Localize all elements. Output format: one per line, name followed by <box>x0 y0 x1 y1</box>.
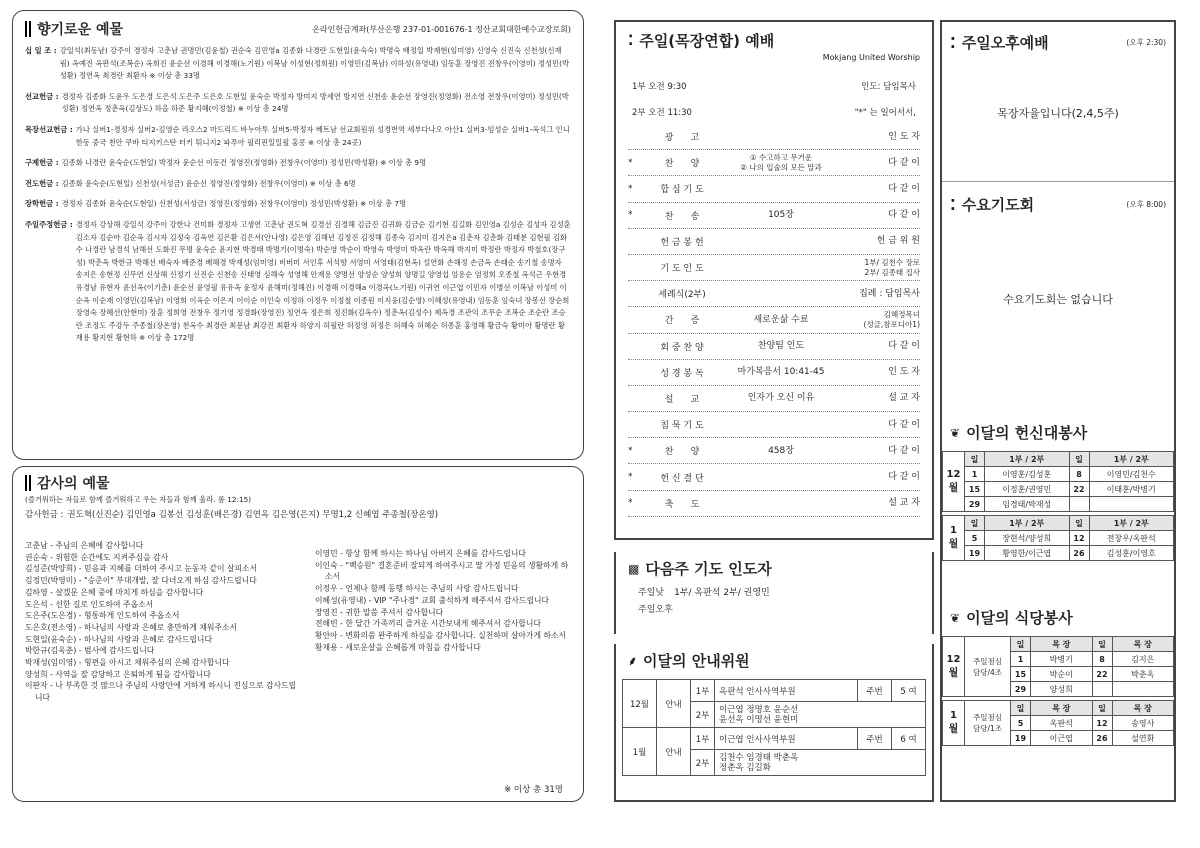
offering-row <box>25 45 571 83</box>
order-label: 세례식(2부) <box>658 290 706 301</box>
cafeteria-cell: 박춘옥 <box>1112 667 1174 682</box>
offering-names: 김종화 윤숙순(도현일) 신천성(서성금) 윤순선 정영진(정영화) 전창우(이영미) ※ 이상 총 6명 <box>61 178 356 188</box>
order-leader: 인 도 자 <box>888 131 920 142</box>
cafeteria-month-num: 1 <box>950 710 957 721</box>
usher-month: 12월 <box>623 680 657 728</box>
offering-label: 주일주정헌금 : <box>25 219 73 229</box>
cafeteria-header-row <box>943 701 1174 716</box>
offering-title: 향기로운 예물 <box>37 22 124 38</box>
cafeteria-cell: 박병기 <box>1031 652 1093 667</box>
order-item <box>628 307 920 333</box>
usher-names: 이근엽 정명호 윤순선 윤선옥 이명선 윤현미 <box>715 702 926 728</box>
wednesday-section <box>942 182 1174 422</box>
usher-names: 이근엽 인사사역부원 <box>715 728 858 750</box>
usher-part: 1부 <box>691 728 715 750</box>
order-item <box>628 203 920 229</box>
order-leader: 다 같 이 <box>888 419 920 430</box>
stand-star: * <box>628 472 633 483</box>
thanks-entry: 도현일(윤숙순) - 하나님의 사랑과 은혜로 감사드립니다 <box>25 634 212 644</box>
order-of-service <box>628 124 920 517</box>
order-leader: 인 도 자 <box>888 367 920 378</box>
cafeteria-section <box>942 607 1174 746</box>
thanks-right-list <box>315 540 569 704</box>
account-info: 온라인헌금계좌(부산은행 237-01-001676-1 정산교회대한예수교장로회) <box>312 24 571 34</box>
usher-part: 1부 <box>691 680 715 702</box>
dedication-header: 1부 / 2부 <box>1089 452 1174 467</box>
dedication-header: 1부 / 2부 <box>1089 516 1174 531</box>
dedication-cell <box>1069 497 1089 512</box>
order-leader: 집례 : 담임목사 <box>859 288 920 299</box>
dedication-header: 일 <box>1069 516 1089 531</box>
cafeteria-cell: 이근엽 <box>1031 731 1093 746</box>
dedication-row <box>943 531 1174 546</box>
order-label: 기 도 인 도 <box>660 264 704 275</box>
dedication-cell: 이영민/김천수 <box>1089 467 1174 482</box>
offering-names: 경정자 김종화 도윤우 도은경 도은석 도은주 도은호 도현일 윤숙순 박정자 방미지 방세연 방지연 신천송 윤순선 장영진(정영화) 전소영 전창우(이영미) 정성민(박성환) 정연옥 정춘옥(김상도) 하을 하준 황지혜(이정철) ※ 이상 총 24명 <box>61 91 569 114</box>
dedication-cell: 이영훈/김성훈 <box>985 467 1070 482</box>
cafeteria-header: 목 장 <box>1112 701 1174 716</box>
dedication-table <box>942 515 1174 561</box>
thanks-entry: 도은호(전소영) - 하나님의 사랑과 은혜로 충만하게 채워주소서 <box>25 622 238 632</box>
stand-note: "*" 는 일어서서, <box>854 108 916 118</box>
dedication-header: 1부 / 2부 <box>985 452 1070 467</box>
usher-role: 안내 <box>657 728 691 776</box>
cafeteria-cell: 15 <box>1011 667 1031 682</box>
service2-time: 2부 오전 11:30 <box>632 108 692 118</box>
usher-names: 옥판석 인사사역부원 <box>715 680 858 702</box>
stand-star: * <box>628 445 633 456</box>
order-label: 찬 송 <box>664 211 700 222</box>
cafeteria-month <box>943 637 965 697</box>
cafeteria-cell: 김지은 <box>1112 652 1174 667</box>
order-detail: 새로운삶 수료 <box>753 314 809 325</box>
dedication-table <box>942 451 1174 512</box>
usher-count: 6 여 <box>892 728 926 750</box>
dedication-cell: 22 <box>1069 482 1089 497</box>
cafeteria-cell: 송영사 <box>1112 716 1174 731</box>
offering-list <box>25 45 571 345</box>
dedication-cell: 8 <box>1069 467 1089 482</box>
order-item <box>628 360 920 386</box>
cafeteria-cell <box>1092 682 1112 697</box>
cafeteria-cell: 옥판석 <box>1031 716 1093 731</box>
dedication-cell: 전창우/옥판석 <box>1089 531 1174 546</box>
thanks-summary-label: 감사헌금 : <box>25 510 64 520</box>
dedication-header: 일 <box>965 516 985 531</box>
dedication-row <box>943 546 1174 561</box>
cafeteria-cell: 설연화 <box>1112 731 1174 746</box>
thanks-panel <box>12 466 584 802</box>
offering-label: 선교헌금 : <box>25 91 59 101</box>
thanks-entry: 장영진 - 귀한 말씀 주셔서 감사합니다 <box>315 607 444 617</box>
offering-row <box>25 157 571 170</box>
leaf-icon: ❦ <box>950 610 961 625</box>
thanks-entry: 양성희 - 사역을 잘 감당하고 은퇴하게 됨을 감사합니다 <box>25 669 211 679</box>
dedication-cell: 이태훈/박병기 <box>1089 482 1174 497</box>
cafeteria-cell: 22 <box>1092 667 1112 682</box>
wednesday-text: 수요기도회는 없습니다 <box>1003 293 1113 306</box>
order-item <box>628 334 920 360</box>
cafeteria-month-num: 12 <box>946 653 961 665</box>
dedication-cell: 15 <box>965 482 985 497</box>
cafeteria-cell: 29 <box>1011 682 1031 697</box>
thanks-entry: 이판자 - 나 부족한 것 많으나 주님의 사랑안에 거하게 하시니 진심으로 감사드립니다 <box>25 681 297 703</box>
ushers-row <box>623 680 926 702</box>
cafeteria-cell <box>1112 682 1174 697</box>
section-bar-icon <box>25 475 31 491</box>
dedication-cell <box>1089 497 1174 512</box>
order-label: 성 경 봉 독 <box>660 368 704 379</box>
order-item <box>628 412 920 438</box>
thanks-entry: 박한규(김옥춘) - 범사에 감사드립니다 <box>25 646 155 656</box>
order-detail: 인자가 오신 이유 <box>747 393 815 404</box>
dedication-month <box>943 516 965 561</box>
worship-panel <box>614 20 934 540</box>
thanks-entry: 도은주(도은경) - 형통하게 인도하여 주옵소서 <box>25 611 180 621</box>
cafeteria-cell: 19 <box>1011 731 1031 746</box>
order-item <box>628 438 920 464</box>
cafeteria-month <box>943 701 965 746</box>
ushers-table <box>622 679 926 776</box>
dedication-cell: 황영한/이근엽 <box>985 546 1070 561</box>
thanks-subtitle: (즐거워하는 자들로 함께 즐거워하고 우는 자들과 함께 울라. 롬 12:15) <box>25 495 252 504</box>
order-label: 설 교 <box>664 394 700 405</box>
thanks-entry: 이영민 - 항상 함께 하시는 하나님 아버지 은혜를 감사드립니다 <box>315 549 526 558</box>
cafeteria-duty: 주일점심 담당/1조 <box>965 701 1011 746</box>
order-label: 찬 양 <box>664 447 700 458</box>
service1-leader: 인도: 담임목사 <box>861 82 916 92</box>
order-leader: 설 교 자 <box>888 393 920 404</box>
dedication-cell: 김성훈/이영호 <box>1089 546 1174 561</box>
leaf-icon: ❦ <box>950 425 961 440</box>
order-item <box>628 150 920 176</box>
order-item <box>628 491 920 517</box>
order-detail: 105장 <box>768 210 794 221</box>
order-detail: 458장 <box>768 445 794 456</box>
stand-star: * <box>628 210 633 221</box>
dedication-month <box>943 452 965 512</box>
afternoon-section <box>942 22 1174 182</box>
offering-label: 전도헌금 : <box>25 178 59 188</box>
dedication-header-row <box>943 452 1174 467</box>
order-detail: ① 수고하고 무거운 ② 나의 입술의 모든 말과 <box>740 152 822 172</box>
dedication-month-unit: 월 <box>948 539 959 550</box>
order-detail: 마가복음서 10:41-45 <box>737 367 825 378</box>
offering-row <box>25 91 571 116</box>
flag-icon: ⸙ <box>628 654 638 668</box>
wednesday-time: (오후 8:00) <box>1126 200 1166 209</box>
order-leader: 다 같 이 <box>888 210 920 221</box>
cafeteria-table <box>942 636 1174 697</box>
usher-part: 2부 <box>691 750 715 776</box>
dedication-cell: 1 <box>965 467 985 482</box>
usher-role: 안내 <box>657 680 691 728</box>
cafeteria-header: 일 <box>1011 701 1031 716</box>
cafeteria-cell: 박순이 <box>1031 667 1093 682</box>
colon-bullet-icon: ⁚ <box>628 32 634 49</box>
cafeteria-title: 이달의 식당봉사 <box>966 609 1073 627</box>
order-leader: 다 같 이 <box>888 341 920 352</box>
order-label: 회 중 찬 양 <box>660 342 704 353</box>
usher-duty: 주번 <box>858 728 892 750</box>
cafeteria-month-unit: 월 <box>948 667 959 679</box>
usher-part: 2부 <box>691 702 715 728</box>
order-label: 축 도 <box>664 499 700 510</box>
cafeteria-cell: 1 <box>1011 652 1031 667</box>
afternoon-text: 목장자율입니다(2,4,5주) <box>997 107 1119 120</box>
thanks-entry: 고춘남 - 주님의 은혜에 감사합니다 <box>25 541 144 550</box>
order-label: 간 증 <box>664 316 700 327</box>
thanks-total: ※ 이상 총 31명 <box>504 785 563 795</box>
section-bar-icon <box>25 21 31 37</box>
cafeteria-header: 목 장 <box>1112 637 1174 652</box>
thanks-summary: 권도혁(신진순) 김민영a 김봉선 김성훈(배은경) 김연옥 김은영(은지) 무명1,2 신혜엽 주종철(장온영) <box>67 510 439 520</box>
order-detail: 찬양팀 인도 <box>757 341 805 352</box>
next-prayer-l1-label: 주일낮 <box>638 588 665 598</box>
stand-star: * <box>628 183 633 194</box>
cafeteria-tables <box>942 636 1174 746</box>
ushers-row <box>623 728 926 750</box>
afternoon-time: (오후 2:30) <box>1126 38 1166 47</box>
thanks-entry: 전해빈 - 한 달간 가족끼리 즐거운 시간보내게 해주셔서 감사합니다 <box>315 619 541 629</box>
usher-duty: 주번 <box>858 680 892 702</box>
order-label: 헌 신 결 단 <box>660 473 704 484</box>
order-label: 침 묵 기 도 <box>660 421 704 432</box>
dedication-cell: 12 <box>1069 531 1089 546</box>
order-leader: 김혜정목녀 (성글,참포디아1) <box>863 309 920 329</box>
cafeteria-cell: 양성희 <box>1031 682 1093 697</box>
thanks-entry: 이혜성(유영내) - VIP "주나경" 교회 출석하게 해주셔서 감사드립니다 <box>315 595 550 605</box>
dedication-header-row <box>943 516 1174 531</box>
service1-time: 1부 오전 9:30 <box>632 82 687 92</box>
order-leader: 헌 금 위 원 <box>876 236 920 247</box>
next-prayer-l2-label: 주일오후 <box>638 605 673 615</box>
offering-names: 경정자 강상해 강일석 강주이 강한나 건미화 경정자 고생연 고춘남 권도혁 김경선 김경해 김금진 김귀화 김금순 김기현 김길화 김민영a 김성순 김성자 김성훈 김소자 김순아 김순옥 김시자 김정숙 김옥연 김은환 김은서(안나영) 김은영 김해년 김정진 김정해 김종숙 김지미 김지은a 김춘자 김춘화 김태분 김현필 김화수 나경란 남경석 남해선 도화진 무명 윤숙순 윤지현 박경태 박명기(이명숙) 박순영 박순이 박영숙 박영미 박옥란 박옥해 박지미 박정란 박정자 박철호(장구성) 박춘옥 박한규 박해선 배숙자 배준경 배해경 박재성(임미영) 비버미 서인후 서석향 서영미 서영태(김현옥) 설연화 손해정 손금옥 손태순 송기철 송명자 송지은 송현정 신무연 신상해 신정기 신진순 신천송 신태영 심해숙 성영해 안재용 양명선 양성순 양성희 양명길 양영섭 엄용순 엄정희 오종철 옥석근 우현경 유경남 유현자 윤선옥(이기춘) 윤순선 윤영필 유유옥 윤정자 윤해미(정해진) 이경해 이경해a 이경옥(노기원) 이귀연 이근엽 이민자 이병선 이복남 이성미 이순옥 이순재 이영민(김복남) 이영희 이옥순 이은지 이이순 이인숙 이정하 이정우 이정철 이종원 이지웅(김순영) 이혜성(유영내) 임동훈 임숙녀 장봉선 장순희 장영숙 장혜선(안현미) 장훈 정희영 전창우 정기영 정경화(장영진) 정연옥 정은희 정진화(김옥수) 정춘옥(김성수) 제옥경 조관익 조무순 조복순 조순란 조승란 조정도 주강두 주종철(장온영) 천옥수 최경란 최문남 최강진 최환자 하양지 허필란 허정영 허정은 허혜숙 허혜순 허종훈 홍영해 황금숙 황미아 황명란 황재용 황지현 황현하 ※ 이상 총 172명 <box>75 219 571 343</box>
dedication-cell: 19 <box>965 546 985 561</box>
right-column <box>940 20 1176 802</box>
offering-label: 십 일 조 : <box>25 46 57 55</box>
order-label: 헌 금 봉 헌 <box>660 237 704 248</box>
usher-month: 1월 <box>623 728 657 776</box>
dedication-row <box>943 467 1174 482</box>
offering-label: 장학헌금 : <box>25 199 59 209</box>
dedication-cell: 이정훈/권영민 <box>985 482 1070 497</box>
ushers-panel <box>614 644 934 802</box>
next-prayer-panel <box>614 552 934 634</box>
order-item <box>628 229 920 255</box>
thanks-entry: 권순숙 - 위험한 순간에도 지켜주심을 감사 <box>25 552 169 562</box>
cafeteria-cell: 8 <box>1092 652 1112 667</box>
order-item <box>628 124 920 150</box>
offering-names: 강일석(최동남) 강주이 경정자 고춘남 권명민(김윤철) 권순숙 김민영a 김종화 나경란 도현일(윤숙숙) 박명숙 배정일 박재현(임미영) 신영숙 신진숙 신천성(신재림) 옥예진 옥판석(조복순) 옥희진 윤순선 이경해 이경해(노기원) 이복남 이성현(정희원) 이영민(김복남) 이하성(유영내) 임동훈 장영진 전창우(이영미) 정성민(박성환) 정연옥 최경란 최환자 ※ 이상 총 33명 <box>59 46 570 81</box>
dedication-cell: 26 <box>1069 546 1089 561</box>
thanks-entry: 도은석 - 선한 길로 인도하여 주옵소서 <box>25 599 154 609</box>
dedication-header: 일 <box>1069 452 1089 467</box>
ushers-title: 이달의 안내위원 <box>643 652 750 670</box>
order-leader: 1부/ 김천수 장로 2부/ 김종태 집사 <box>864 257 920 277</box>
dedication-row <box>943 497 1174 512</box>
dedication-title: 이달의 헌신대봉사 <box>966 424 1088 442</box>
offering-names: 경정자 김종화 윤숙순(도현일) 신천성(서성금) 정영진(정영화) 전창우(이영미) 정성민(박성환) ※ 이상 총 7명 <box>61 199 407 209</box>
thanks-entry: 박재성(임미영) - 형편을 아시고 채워주심의 은혜 감사합니다 <box>25 658 230 668</box>
worship-subtitle: Mokjang United Worship <box>822 53 920 62</box>
order-leader: 다 같 이 <box>888 157 920 168</box>
colon-bullet-icon: ⁚ <box>950 195 956 214</box>
order-leader: 다 같 이 <box>888 445 920 456</box>
offering-panel <box>12 10 584 460</box>
thanks-entry: 황재용 - 새로운살을 은혜롭게 마침을 감사합니다 <box>315 642 481 652</box>
next-prayer-title: 다음주 기도 인도자 <box>645 560 772 578</box>
order-item <box>628 281 920 307</box>
cafeteria-cell: 26 <box>1092 731 1112 746</box>
cafeteria-header: 일 <box>1092 637 1112 652</box>
order-item <box>628 386 920 412</box>
thanks-entry: 김정민(박영미) - "승준이" 부대개발, 잘 다녀오게 하심 감사드립니다 <box>25 576 257 586</box>
worship-title: 주일(목장연합) 예배 <box>639 32 775 50</box>
afternoon-title: 주일오후예배 <box>961 34 1049 52</box>
cafeteria-header: 일 <box>1011 637 1031 652</box>
order-leader: 설 교 자 <box>888 498 920 509</box>
offering-names: 가나 실버1-경정자 실버2-김영순 라오스2 마드리드 바누아투 실버5-박정자 베트남 선교회원위 성경번역 세부다나오 아산1 실버3-임성순 실버1-옥석그 인니한동 중국 천안 쿠바 티지키스탄 터키 튀니지2 파푸아 필리핀일일필 홍콩 ※ 이상 총 24곳) <box>75 124 570 147</box>
usher-count: 5 여 <box>892 680 926 702</box>
checker-icon: ▩ <box>628 561 640 576</box>
usher-names: 김천수 임경태 박춘옥 정춘옥 김길화 <box>715 750 926 776</box>
dedication-cell: 29 <box>965 497 985 512</box>
dedication-month-num: 1 <box>950 525 957 536</box>
dedication-tables <box>942 451 1174 561</box>
cafeteria-header: 일 <box>1092 701 1112 716</box>
cafeteria-cell: 12 <box>1092 716 1112 731</box>
cafeteria-duty: 주일점심 담당/4조 <box>965 637 1011 697</box>
thanks-entry: 이정우 - 언제나 함께 동행 하시는 주님의 사랑 감사드립니다 <box>315 584 519 594</box>
stand-star: * <box>628 498 633 509</box>
dedication-month-unit: 월 <box>948 482 959 494</box>
dedication-cell: 임경태/박재성 <box>985 497 1070 512</box>
dedication-header: 1부 / 2부 <box>985 516 1070 531</box>
thanks-entry: 김성준(박양희) - 믿음과 지혜를 더하여 주시고 눈동자 같이 살피소서 <box>25 564 258 574</box>
cafeteria-month-unit: 월 <box>948 724 959 735</box>
thanks-entry: 김하영 - 살겠문 은혜 중에 마치게 하심을 감사합니다 <box>25 587 204 597</box>
cafeteria-header-row <box>943 637 1174 652</box>
order-leader: 다 같 이 <box>888 472 920 483</box>
order-label: 광 고 <box>664 133 700 144</box>
dedication-cell: 장현석/양성희 <box>985 531 1070 546</box>
thanks-entry: 황안아 - 변화의씀 완주하게 하심을 감사합니다. 실천하며 살아가게 하소서 <box>315 630 567 640</box>
cafeteria-cell: 5 <box>1011 716 1031 731</box>
offering-label: 목장선교헌금 : <box>25 124 73 134</box>
dedication-section <box>942 422 1174 561</box>
thanks-title: 감사의 예물 <box>37 476 110 492</box>
order-item <box>628 176 920 202</box>
cafeteria-table <box>942 700 1174 746</box>
dedication-cell: 5 <box>965 531 985 546</box>
dedication-row <box>943 482 1174 497</box>
next-prayer-l1-value: 1부/ 옥판석 2부/ 권영민 <box>674 588 770 598</box>
order-leader: 다 같 이 <box>888 183 920 194</box>
thanks-entry: 이인숙 - "백승원" 결혼준비 잘되게 하여주시고 딸 가정 믿음의 생활하게 하소서 <box>315 560 569 582</box>
offering-names: 김종화 나경란 윤숙순(도현일) 박정자 윤순선 이동건 정영진(정영화) 전창우(이영미) 정성민(박성환) ※ 이상 총 9명 <box>61 158 427 168</box>
offering-row <box>25 124 571 149</box>
dedication-month-num: 12 <box>946 468 961 480</box>
offering-row <box>25 198 571 211</box>
colon-bullet-icon: ⁚ <box>950 33 956 52</box>
cafeteria-header: 목 장 <box>1031 637 1093 652</box>
thanks-left-list <box>25 540 301 704</box>
offering-row <box>25 178 571 191</box>
order-item <box>628 464 920 490</box>
wednesday-title: 수요기도회 <box>961 196 1035 214</box>
order-item <box>628 255 920 281</box>
order-label: 찬 양 <box>664 159 700 170</box>
stand-star: * <box>628 157 633 168</box>
dedication-header: 일 <box>965 452 985 467</box>
cafeteria-header: 목 장 <box>1031 701 1093 716</box>
offering-row <box>25 219 571 345</box>
order-label: 합 심 기 도 <box>660 185 704 196</box>
offering-label: 구제헌금 : <box>25 158 59 168</box>
